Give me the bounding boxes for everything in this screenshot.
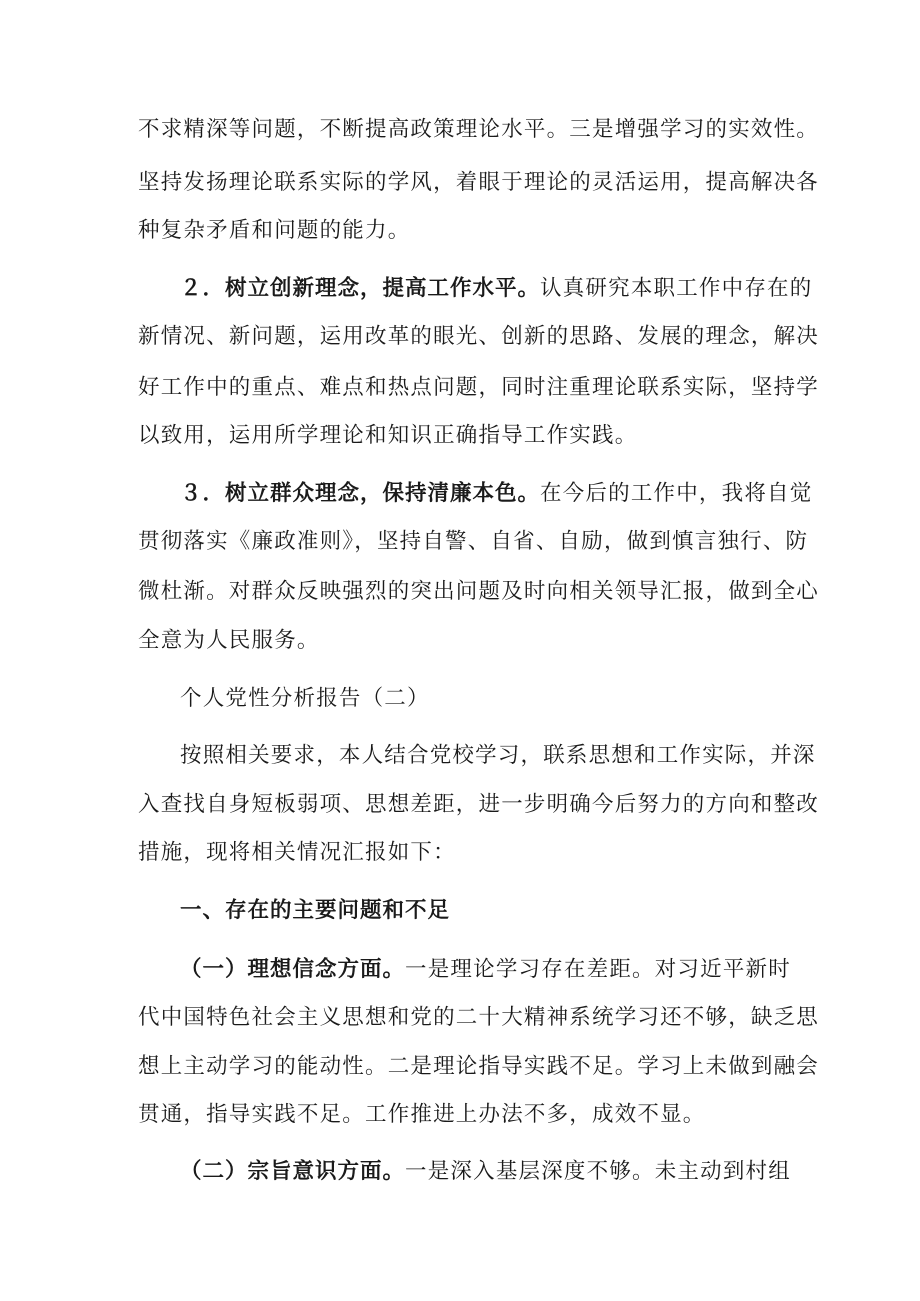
paragraph-line: 入查找自身短板弱项、思想差距，进一步明确今后努力的方向和整改 <box>138 792 820 817</box>
paragraph-line: 代中国特色社会主义思想和党的二十大精神系统学习还不够，缺乏思 <box>138 1005 820 1030</box>
paragraph-line: 措施，现将相关情况汇报如下： <box>138 840 456 865</box>
paragraph-text: 一是理论学习存在差距。对习近平新时 <box>405 957 791 982</box>
section-heading: 一、存在的主要问题和不足 <box>180 898 451 923</box>
paragraph-line: 种复杂矛盾和问题的能力。 <box>138 218 411 243</box>
paragraph-line: 想上主动学习的能动性。二是理论指导实践不足。学习上未做到融会 <box>138 1054 820 1079</box>
paragraph-heading: （一）理想信念方面。 <box>180 957 406 982</box>
paragraph-heading: （二）宗旨意识方面。 <box>180 1159 406 1184</box>
paragraph-text: 一是深入基层深度不够。未主动到村组 <box>405 1159 791 1184</box>
paragraph-line: 坚持发扬理论联系实际的学风，着眼于理论的灵活运用，提高解决各 <box>138 170 820 195</box>
report-title: 个人党性分析报告（二） <box>180 686 430 711</box>
paragraph-first-line <box>180 1157 798 1187</box>
paragraph-line: 好工作中的重点、难点和热点问题，同时注重理论联系实际，坚持学 <box>138 375 820 400</box>
paragraph-line: 不求精深等问题，不断提高政策理论水平。三是增强学习的实效性。 <box>138 117 820 142</box>
paragraph-line: 贯通，指导实践不足。工作推进上办法不多，成效不显。 <box>138 1102 706 1127</box>
paragraph-heading: ３．树立群众理念，保持清廉本色。 <box>180 481 541 506</box>
paragraph-line: 以致用，运用所学理论和知识正确指导工作实践。 <box>138 423 638 448</box>
paragraph-text: 在今后的工作中，我将自觉 <box>540 481 813 506</box>
paragraph-line: 按照相关要求，本人结合党校学习，联系思想和工作实际，并深 <box>180 743 816 768</box>
paragraph-line: 微杜渐。对群众反映强烈的突出问题及时向相关领导汇报，做到全心 <box>138 579 820 604</box>
paragraph-first-line <box>180 955 798 985</box>
paragraph-text: 认真研究本职工作中存在的 <box>540 276 813 301</box>
paragraph-line: 贯彻落实《廉政准则》，坚持自警、自省、自励，做到慎言独行、防 <box>138 529 809 554</box>
paragraph-line: 全意为人民服务。 <box>138 628 320 653</box>
paragraph-line: 新情况、新问题，运用改革的眼光、创新的思路、发展的理念，解决 <box>138 324 820 349</box>
paragraph-heading: ２．树立创新理念，提高工作水平。 <box>180 276 541 301</box>
paragraph-first-line <box>180 479 813 509</box>
paragraph-first-line <box>180 274 813 304</box>
